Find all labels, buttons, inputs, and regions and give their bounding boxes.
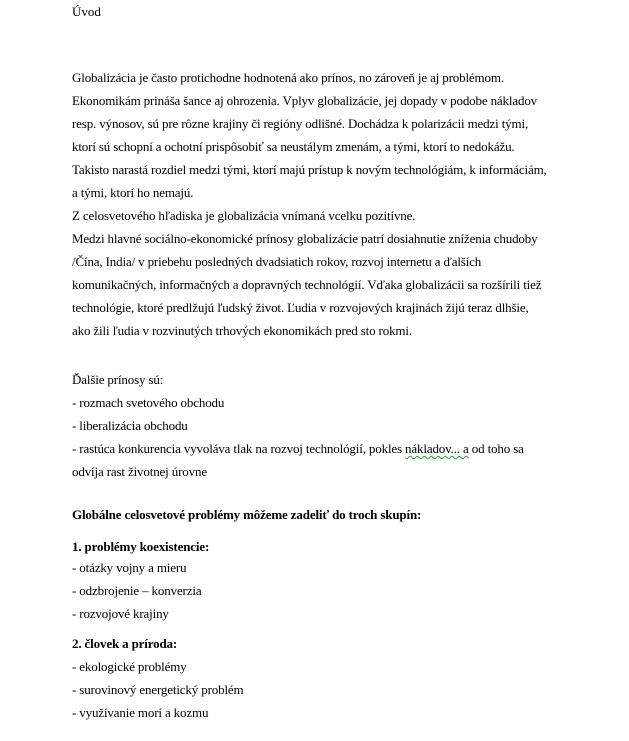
- grammar-flag: nákladov... a: [405, 441, 469, 456]
- list-item-continuation: odvíja rast životnej úrovne: [72, 464, 207, 479]
- list-item: - využívanie morí a kozmu: [72, 705, 209, 720]
- section-heading: Úvod: [72, 4, 101, 19]
- list-item: - liberalizácia obchodu: [72, 418, 188, 433]
- text-line: Medzi hlavné sociálno-ekonomické prínosy globalizácie patrí dosiahnutie zníženia chudoby: [72, 231, 538, 246]
- list-item: - rozvojové krajiny: [72, 606, 169, 621]
- problems-title: Globálne celosvetové problémy môžeme zadeliť do troch skupín:: [72, 507, 422, 522]
- list-item: - rozmach svetového obchodu: [72, 395, 225, 410]
- list-item-text: od toho sa: [468, 441, 524, 456]
- group-list-nature: [72, 655, 572, 724]
- group-title-nature: 2. človek a príroda:: [72, 636, 178, 651]
- benefits-list: [72, 368, 572, 483]
- list-item: - odzbrojenie – konverzia: [72, 583, 202, 598]
- list-item: - otázky vojny a mieru: [72, 560, 187, 575]
- text-line: resp. výnosov, sú pre rôzne krajiny či regióny odlišné. Dochádza k polarizácii medzi tými,: [72, 116, 529, 131]
- text-line: Globalizácia je často protichodne hodnotená ako prínos, no zároveň je aj problémom.: [72, 70, 504, 85]
- list-item: - ekologické problémy: [72, 659, 187, 674]
- text-line: Z celosvetového hľadiska je globalizácia vnímaná vcelku pozitívne.: [72, 208, 416, 223]
- text-line: technológie, ktoré predlžujú ľudský život. Ľudia v rozvojových krajinách žijú teraz dlhšie,: [72, 300, 529, 315]
- list-item-text: - rastúca konkurencia vyvoláva tlak na rozvoj technológií, pokles: [72, 441, 406, 456]
- text-line: Ekonomikám prináša šance aj ohrozenia. Vplyv globalizácie, jej dopady v podobe nákladov: [72, 93, 538, 108]
- list-item: [72, 437, 572, 460]
- text-line: ktorí sú schopní a ochotní prispôsobiť sa neustálym zmenám, a tými, ktorí to nedokážu.: [72, 139, 515, 154]
- group-list-coexistence: [72, 556, 572, 625]
- list-item: - surovinový energetický problém: [72, 682, 244, 697]
- text-line: Takisto narastá rozdiel medzi tými, ktorí majú prístup k novým technológiám, k informáciám,: [72, 162, 547, 177]
- benefits-title: Ďalšie prínosy sú:: [72, 372, 164, 387]
- intro-paragraph: [72, 66, 572, 342]
- text-line: a tými, ktorí ho nemajú.: [72, 185, 194, 200]
- text-line: ako žili ľudia v rozvinutých trhových ekonomikách pred sto rokmi.: [72, 323, 412, 338]
- text-line: komunikačných, informačných a dopravných technológií. Vďaka globalizácii sa rozšírili tiež: [72, 277, 542, 292]
- group-title-coexistence: 1. problémy koexistencie:: [72, 539, 210, 554]
- text-line: /Čína, India/ v priebehu posledných dvadsiatich rokov, rozvoj internetu a ďalších: [72, 254, 482, 269]
